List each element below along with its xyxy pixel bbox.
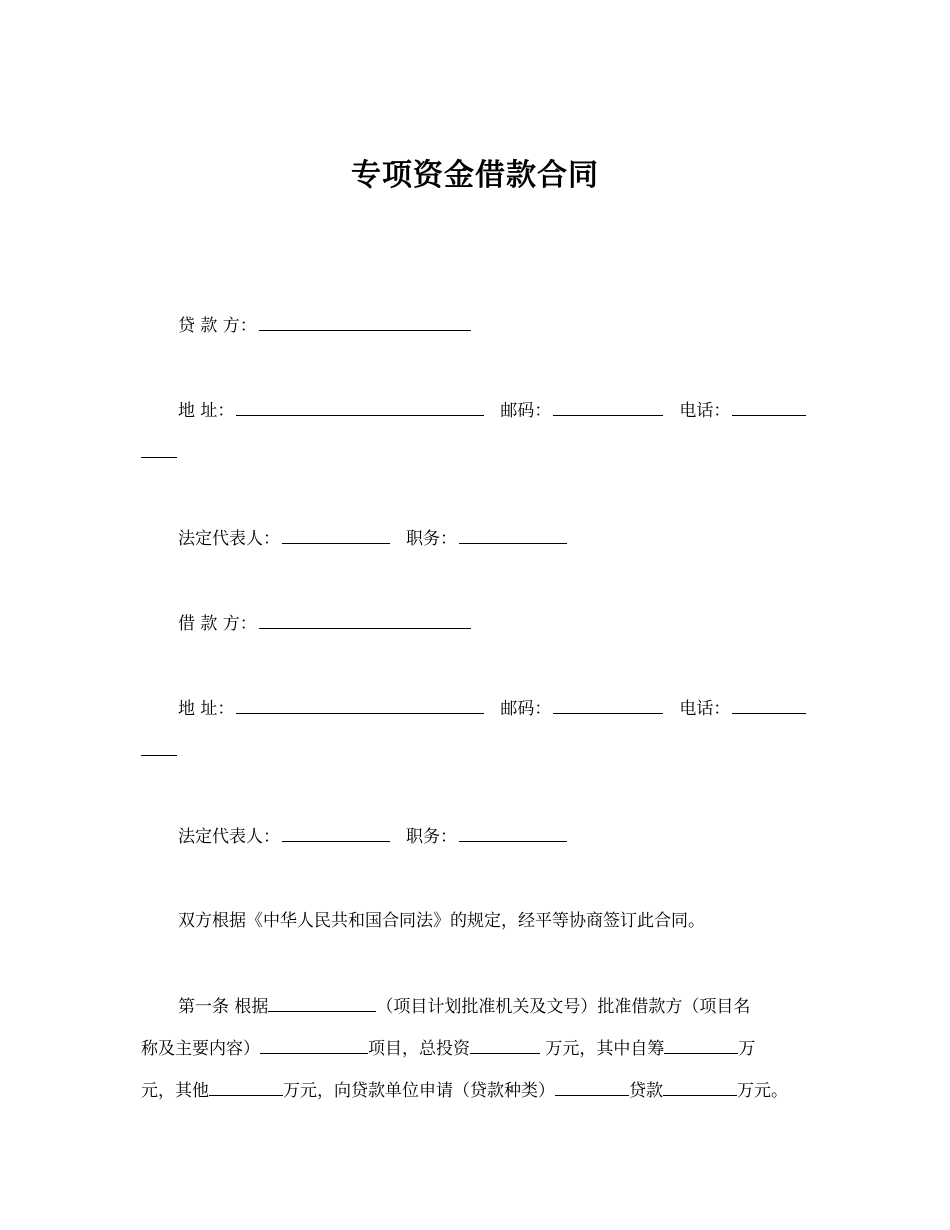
lender-phone-blank[interactable]	[732, 399, 806, 416]
borrower-phone-blank[interactable]	[732, 697, 806, 714]
lender-position-label: 职务：	[406, 529, 457, 549]
article1-line1	[178, 995, 750, 1018]
borrower-position-blank[interactable]	[459, 825, 567, 842]
loan-amount-blank[interactable]	[663, 1079, 737, 1096]
article1-text: 万元，向贷款单位申请（贷款种类）	[283, 1081, 555, 1101]
borrower-postcode-label: 邮码：	[500, 699, 552, 719]
approval-authority-blank[interactable]	[268, 995, 376, 1012]
borrower-rep-label: 法定代表人：	[178, 827, 280, 847]
article1-text: 元，其他	[141, 1081, 209, 1101]
article1-text: 第一条 根据	[178, 997, 269, 1017]
self-raised-blank[interactable]	[664, 1037, 738, 1054]
borrower-phone-label: 电话：	[679, 699, 731, 719]
lender-postcode-blank[interactable]	[553, 399, 663, 416]
borrower-name-blank[interactable]	[259, 612, 471, 629]
borrower-phone-blank-cont[interactable]	[141, 739, 177, 756]
lender-phone-label: 电话：	[679, 401, 731, 421]
lender-address-blank[interactable]	[236, 399, 484, 416]
borrower-address-line	[178, 697, 808, 720]
lender-rep-label: 法定代表人：	[178, 529, 280, 549]
article1-line2	[141, 1037, 755, 1060]
lender-rep-blank[interactable]	[282, 527, 390, 544]
article1-text: 万元。	[737, 1081, 788, 1101]
article1-line3	[141, 1079, 788, 1102]
borrower-label: 借 款 方：	[178, 614, 257, 634]
lender-address-label: 地 址：	[178, 401, 235, 421]
borrower-rep-line	[178, 825, 569, 848]
article1-text: 万	[738, 1039, 756, 1059]
lender-phone-blank-cont[interactable]	[141, 441, 177, 458]
article1-text: 贷款	[629, 1081, 663, 1101]
lender-phone-continuation	[141, 441, 177, 464]
lender-name-blank[interactable]	[259, 314, 471, 331]
borrower-address-label: 地 址：	[178, 699, 235, 719]
preamble: 双方根据《中华人民共和国合同法》的规定，经平等协商签订此合同。	[178, 911, 705, 931]
borrower-address-blank[interactable]	[236, 697, 484, 714]
borrower-position-label: 职务：	[406, 827, 457, 847]
article1-text: 项目，总投资	[368, 1039, 470, 1059]
lender-label: 贷 款 方：	[178, 316, 257, 336]
lender-address-line	[178, 399, 808, 422]
lender-position-blank[interactable]	[459, 527, 567, 544]
borrower-postcode-blank[interactable]	[553, 697, 663, 714]
lender-rep-line	[178, 527, 569, 550]
lender-postcode-label: 邮码：	[500, 401, 552, 421]
borrower-rep-blank[interactable]	[282, 825, 390, 842]
total-investment-blank[interactable]	[470, 1037, 540, 1054]
lender-line	[178, 314, 473, 337]
other-funds-blank[interactable]	[209, 1079, 283, 1096]
borrower-phone-continuation	[141, 739, 177, 762]
project-name-blank[interactable]	[260, 1037, 368, 1054]
article1-text: 称及主要内容）	[141, 1039, 260, 1059]
page-title: 专项资金借款合同	[351, 158, 599, 193]
article1-text: （项目计划批准机关及文号）批准借款方（项目名	[376, 997, 751, 1017]
article1-text: 万元，其中自筹	[540, 1039, 665, 1059]
loan-type-blank[interactable]	[555, 1079, 629, 1096]
borrower-line	[178, 612, 473, 635]
